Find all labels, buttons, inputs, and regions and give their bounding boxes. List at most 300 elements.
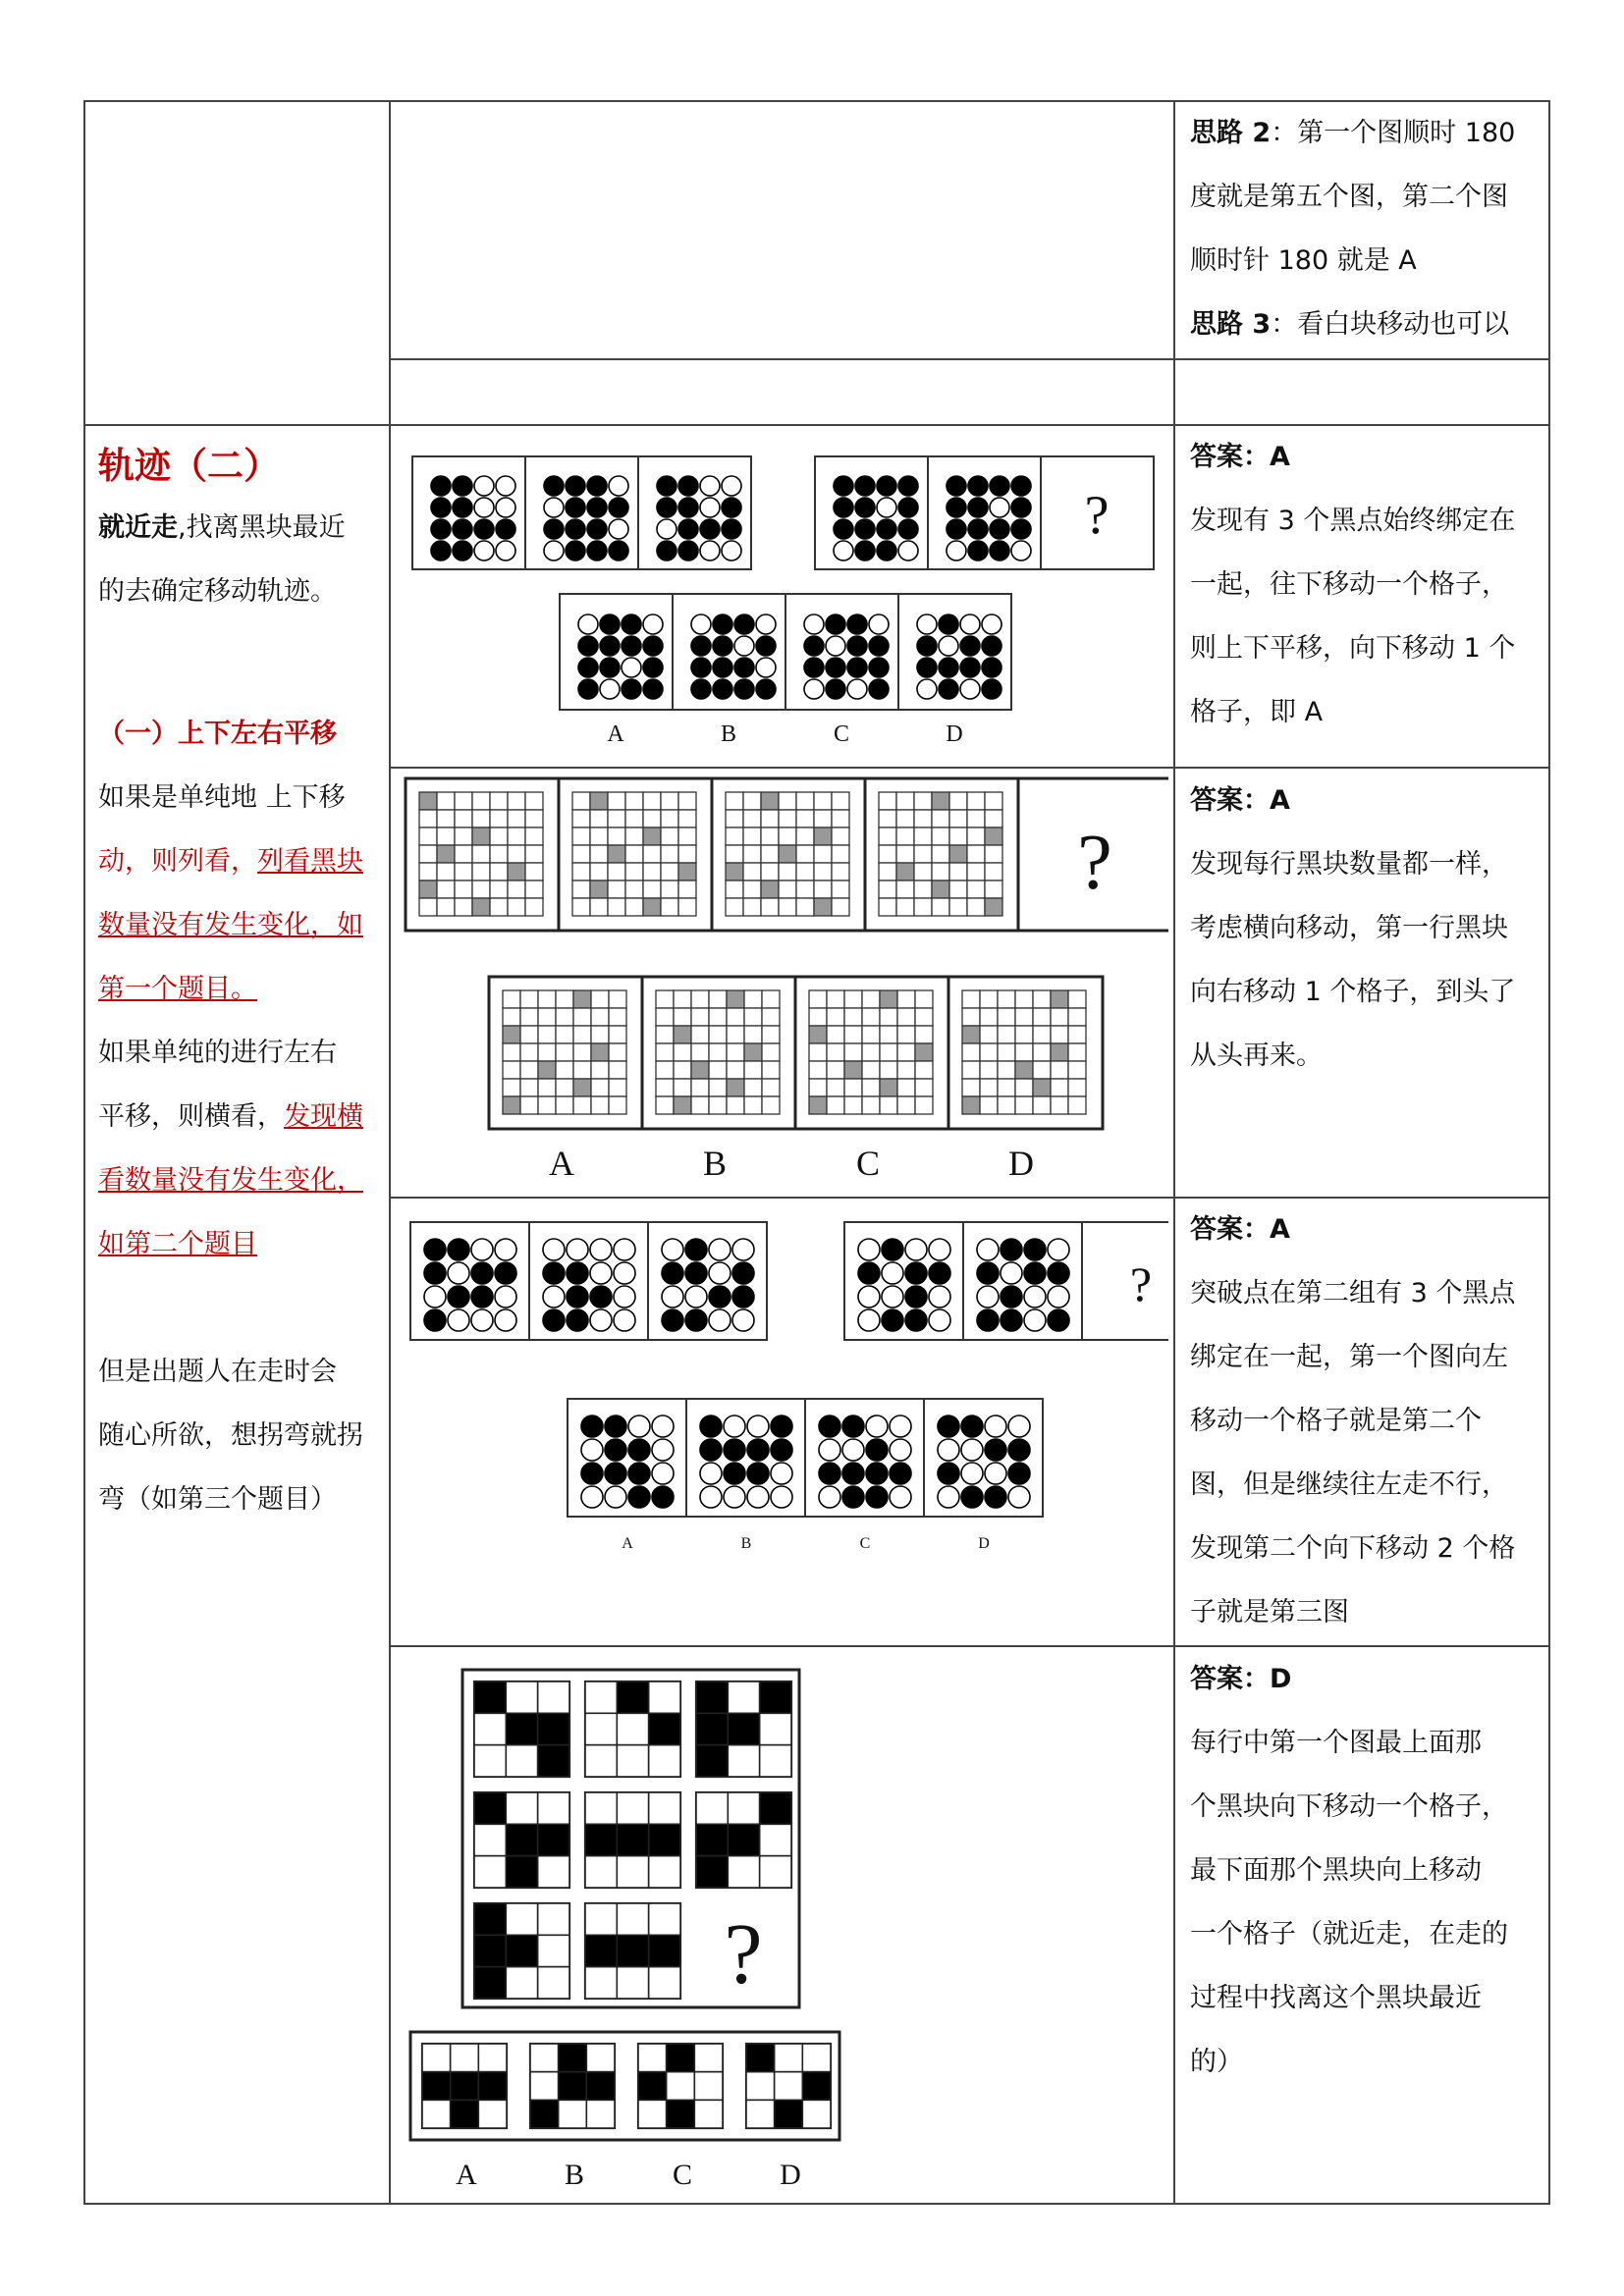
option-label: D: [1008, 1144, 1034, 1183]
column-divider: [389, 100, 391, 2205]
grid-cell: [844, 1026, 862, 1043]
dot: [652, 1463, 674, 1484]
grid-cell: [967, 792, 985, 810]
dot: [905, 1262, 927, 1284]
option-label: B: [740, 1535, 752, 1552]
option-label: B: [720, 721, 737, 747]
grid-cell: [656, 1008, 674, 1026]
dot: [960, 614, 980, 634]
dot: [732, 1262, 754, 1284]
block-cell: [530, 2100, 559, 2128]
grid-cell: [762, 1026, 780, 1043]
q2-shaded-grids: [419, 792, 1086, 1114]
dot: [1011, 476, 1031, 496]
dot: [622, 658, 641, 677]
dot: [431, 541, 451, 561]
grid-cell: [591, 1096, 609, 1114]
grid-cell: [472, 828, 490, 845]
grid-cell: [503, 990, 520, 1008]
block-cell: [694, 2100, 723, 2128]
dot: [453, 498, 472, 517]
dot: [842, 1415, 864, 1437]
dot: [819, 1486, 840, 1508]
grid-cell: [625, 863, 643, 881]
grid-cell: [896, 863, 914, 881]
grid-cell: [591, 1043, 609, 1061]
grid-cell: [879, 828, 896, 845]
block-cell: [696, 1792, 728, 1824]
grid-cell: [1051, 1061, 1068, 1079]
para-line: 但是出题人在走时会: [98, 1357, 337, 1387]
grid-cell: [643, 845, 661, 863]
q3-figure: [393, 1200, 1168, 1641]
grid-cell: [419, 792, 437, 810]
grid-cell: [932, 792, 949, 810]
grid-cell: [508, 792, 525, 810]
dot: [700, 498, 720, 517]
grid-cell: [572, 898, 590, 916]
grid-cell: [779, 828, 796, 845]
block-cell: [538, 1792, 569, 1824]
dot: [877, 519, 896, 539]
grid-cell: [980, 1026, 998, 1043]
dot: [566, 519, 585, 539]
dot: [842, 1486, 864, 1508]
dot: [722, 498, 741, 517]
grid-cell: [437, 881, 455, 898]
grid-cell: [932, 863, 949, 881]
grid-cell: [661, 810, 678, 828]
grid-cell: [590, 845, 608, 863]
grid-cell: [896, 845, 914, 863]
grid-cell: [643, 898, 661, 916]
row1-notes: [1190, 101, 1515, 356]
grid-cell: [520, 1061, 538, 1079]
dot: [724, 1439, 745, 1461]
grid-cell: [455, 863, 472, 881]
grid-cell: [709, 1026, 727, 1043]
grid-cell: [896, 898, 914, 916]
dot: [804, 636, 824, 656]
dot: [700, 1415, 722, 1437]
grid-cell: [914, 845, 932, 863]
grid-cell: [761, 845, 779, 863]
block-cell: [538, 1935, 569, 1966]
grid-cell: [572, 810, 590, 828]
block-cell: [506, 1682, 537, 1713]
block-cell: [478, 2072, 507, 2101]
explanation-line: 的）: [1190, 2047, 1243, 2077]
note-line: 顺时针 180 就是 A: [1190, 245, 1417, 276]
grid-cell: [709, 1043, 727, 1061]
dot: [990, 519, 1009, 539]
grid-cell: [591, 1061, 609, 1079]
dot: [691, 614, 711, 634]
dot: [1001, 1262, 1022, 1284]
block-cell: [585, 1856, 617, 1888]
grid-cell: [762, 1043, 780, 1061]
answer-label: 答案：A: [1190, 1214, 1290, 1245]
explanation-line: 最下面那个黑块向上移动: [1190, 1855, 1482, 1886]
grid-cell: [525, 881, 543, 898]
grid-cell: [419, 881, 437, 898]
grid-cell: [1051, 1079, 1068, 1096]
grid-cell: [709, 1079, 727, 1096]
dot: [614, 1286, 635, 1308]
dot: [471, 1309, 493, 1331]
grid-cell: [609, 1043, 626, 1061]
explanation-line: 考虑横向移动，第一行黑块: [1190, 913, 1508, 943]
grid-cell: [643, 828, 661, 845]
grid-cell: [980, 990, 998, 1008]
dot: [590, 1286, 612, 1308]
block-cell: [538, 1713, 569, 1744]
grid-cell: [932, 810, 949, 828]
dot: [1048, 1286, 1069, 1308]
grid-cell: [625, 898, 643, 916]
block-cell: [649, 1713, 680, 1744]
dot: [866, 1439, 888, 1461]
dot: [938, 1486, 959, 1508]
block-cell: [474, 1745, 506, 1777]
dot: [990, 498, 1009, 517]
grid-cell: [591, 1008, 609, 1026]
grid-cell: [726, 792, 743, 810]
dot: [877, 476, 896, 496]
dot: [982, 679, 1001, 699]
grid-cell: [1068, 1079, 1086, 1096]
grid-cell: [762, 990, 780, 1008]
grid-cell: [691, 1061, 709, 1079]
grid-cell: [556, 1026, 573, 1043]
dot: [700, 541, 720, 561]
grid-cell: [962, 1061, 980, 1079]
grid-cell: [590, 881, 608, 898]
grid-cell: [744, 990, 762, 1008]
dot: [496, 476, 515, 496]
block-cell: [775, 2044, 803, 2072]
grid-cell: [915, 1061, 933, 1079]
question-mark: ?: [1084, 485, 1110, 546]
dot: [709, 1262, 731, 1284]
grid-cell: [573, 1096, 591, 1114]
grid-cell: [472, 881, 490, 898]
grid-cell: [832, 810, 849, 828]
dot: [732, 1309, 754, 1331]
dot: [771, 1439, 792, 1461]
block-cell: [538, 1745, 569, 1777]
grid-cell: [590, 863, 608, 881]
block-cell: [506, 1713, 537, 1744]
dot: [756, 658, 776, 677]
dot: [543, 1239, 565, 1260]
grid-cell: [1033, 1096, 1051, 1114]
grid-cell: [879, 810, 896, 828]
grid-cell: [1068, 990, 1086, 1008]
dot: [890, 1486, 911, 1508]
grid-cell: [844, 1096, 862, 1114]
dot: [961, 1415, 983, 1437]
dot: [543, 1262, 565, 1284]
grid-cell: [962, 1096, 980, 1114]
dot: [590, 1262, 612, 1284]
grid-cell: [437, 845, 455, 863]
dot: [938, 1415, 959, 1437]
dot: [1011, 498, 1031, 517]
grid-cell: [709, 1008, 727, 1026]
block-cell: [638, 2072, 667, 2101]
dot: [685, 1262, 707, 1284]
grid-cell: [809, 1061, 827, 1079]
grid-cell: [661, 828, 678, 845]
block-cell: [617, 1682, 648, 1713]
dot: [985, 1415, 1006, 1437]
dot: [847, 636, 867, 656]
grid-cell: [678, 863, 696, 881]
grid-cell: [726, 845, 743, 863]
dot: [847, 679, 867, 699]
grid-cell: [862, 990, 880, 1008]
dot: [424, 1309, 446, 1331]
dot: [424, 1262, 446, 1284]
grid-cell: [880, 1061, 897, 1079]
grid-cell: [814, 810, 832, 828]
grid-cell: [490, 898, 508, 916]
dot: [826, 658, 845, 677]
block-cell: [649, 1682, 680, 1713]
dot: [643, 658, 663, 677]
grid-cell: [525, 828, 543, 845]
dot: [657, 498, 677, 517]
grid-cell: [678, 792, 696, 810]
block-cell: [649, 1935, 680, 1966]
dot: [947, 541, 966, 561]
grid-cell: [609, 1061, 626, 1079]
grid-cell: [762, 1096, 780, 1114]
block-cell: [667, 2072, 695, 2101]
dot: [700, 1486, 722, 1508]
explanation-line: 过程中找离这个黑块最近: [1190, 1983, 1482, 2013]
dot: [834, 498, 853, 517]
block-cell: [585, 1903, 617, 1935]
grid-cell: [809, 1096, 827, 1114]
block-cell: [506, 1792, 537, 1824]
block-cell: [802, 2100, 831, 2128]
grid-cell: [827, 1043, 844, 1061]
grid-cell: [508, 898, 525, 916]
grid-cell: [832, 863, 849, 881]
dot: [495, 1262, 516, 1284]
explanation-line: 则上下平移，向下移动 1 个: [1190, 633, 1516, 664]
block-cell: [478, 2100, 507, 2128]
grid-cell: [762, 1061, 780, 1079]
grid-cell: [1033, 990, 1051, 1008]
dot: [543, 1309, 565, 1331]
block-cell: [474, 1713, 506, 1744]
grid-cell: [591, 990, 609, 1008]
para-line: 第一个题目。: [98, 974, 257, 1004]
dot: [495, 1286, 516, 1308]
grid-cell: [1068, 1096, 1086, 1114]
dot: [581, 1463, 603, 1484]
dot: [968, 498, 988, 517]
grid-cell: [744, 1061, 762, 1079]
grid-cell: [914, 898, 932, 916]
dot: [628, 1439, 650, 1461]
block-cell: [478, 2044, 507, 2072]
block-cell: [474, 1935, 506, 1966]
dot: [819, 1463, 840, 1484]
sub-heading: （一）上下左右平移: [98, 719, 337, 749]
grid-cell: [915, 1079, 933, 1096]
dot: [691, 679, 711, 699]
explanation-line: 个黑块向下移动一个格子，: [1190, 1791, 1508, 1822]
grid-cell: [897, 1061, 915, 1079]
dot: [882, 1286, 903, 1308]
explanation-line: 一个格子（就近走，在走的: [1190, 1919, 1508, 1949]
grid-cell: [490, 792, 508, 810]
dot: [685, 1239, 707, 1260]
grid-cell: [796, 845, 814, 863]
dot: [826, 679, 845, 699]
grid-cell: [572, 881, 590, 898]
grid-cell: [674, 990, 691, 1008]
grid-cell: [691, 1008, 709, 1026]
dot: [431, 476, 451, 496]
dot: [578, 658, 598, 677]
grid-cell: [678, 898, 696, 916]
dot: [587, 498, 607, 517]
dot: [662, 1286, 683, 1308]
dot: [977, 1239, 999, 1260]
explanation-line: 绑定在一起，第一个图向左: [1190, 1342, 1508, 1372]
dot: [882, 1309, 903, 1331]
grid-cell: [998, 1061, 1015, 1079]
grid-cell: [608, 828, 625, 845]
block-cell: [802, 2072, 831, 2101]
block-cell: [775, 2072, 803, 2101]
grid-cell: [691, 990, 709, 1008]
dot: [947, 498, 966, 517]
explanation-line: 发现每行黑块数量都一样，: [1190, 849, 1508, 880]
dot: [960, 636, 980, 656]
grid-cell: [520, 1043, 538, 1061]
dot: [566, 541, 585, 561]
block-cell: [422, 2044, 451, 2072]
block-cell: [559, 2044, 587, 2072]
para-line: 如第二个题目: [98, 1229, 257, 1259]
dot: [724, 1486, 745, 1508]
grid-cell: [832, 881, 849, 898]
block-cell: [451, 2100, 479, 2128]
dot: [977, 1309, 999, 1331]
grid-cell: [998, 1096, 1015, 1114]
dot: [905, 1286, 927, 1308]
dot: [678, 498, 698, 517]
dot: [474, 498, 494, 517]
block-cell: [728, 1682, 759, 1713]
dot: [609, 476, 628, 496]
dot: [544, 519, 564, 539]
dot: [819, 1415, 840, 1437]
dot: [652, 1439, 674, 1461]
dot: [747, 1415, 769, 1437]
dot: [643, 614, 663, 634]
grid-cell: [538, 1079, 556, 1096]
grid-cell: [880, 990, 897, 1008]
grid-cell: [661, 845, 678, 863]
grid-cell: [743, 863, 761, 881]
dot: [567, 1286, 588, 1308]
grid-cell: [814, 881, 832, 898]
grid-cell: [726, 898, 743, 916]
dot: [587, 541, 607, 561]
block-cell: [506, 1903, 537, 1935]
dot: [448, 1262, 469, 1284]
grid-cell: [656, 1061, 674, 1079]
grid-cell: [591, 1079, 609, 1096]
grid-cell: [726, 863, 743, 881]
grid-cell: [590, 792, 608, 810]
dot: [713, 679, 732, 699]
grid-cell: [832, 898, 849, 916]
dot: [587, 519, 607, 539]
grid-cell: [879, 863, 896, 881]
dot: [917, 679, 937, 699]
grid-cell: [809, 1008, 827, 1026]
grid-cell: [573, 990, 591, 1008]
grid-cell: [538, 1096, 556, 1114]
dot: [747, 1439, 769, 1461]
grid-cell: [590, 828, 608, 845]
grid-cell: [643, 792, 661, 810]
grid-cell: [1033, 1079, 1051, 1096]
dot: [985, 1439, 1006, 1461]
dot: [544, 541, 564, 561]
block-cell: [617, 1856, 648, 1888]
grid-cell: [591, 1026, 609, 1043]
dot: [732, 1286, 754, 1308]
grid-cell: [1015, 1043, 1033, 1061]
para-line: 数量没有发生变化，如: [98, 910, 363, 940]
block-cell: [638, 2100, 667, 2128]
dot: [985, 1463, 1006, 1484]
grid-cell: [525, 863, 543, 881]
grid-cell: [980, 1079, 998, 1096]
q3-dot-grids: [424, 1239, 1069, 1508]
grid-cell: [844, 1061, 862, 1079]
dot: [614, 1239, 635, 1260]
grid-cell: [832, 828, 849, 845]
grid-cell: [572, 863, 590, 881]
dot: [898, 541, 918, 561]
dot: [939, 679, 958, 699]
dot: [605, 1439, 626, 1461]
grid-cell: [727, 1096, 744, 1114]
dot: [929, 1239, 950, 1260]
grid-cell: [796, 810, 814, 828]
dot: [600, 679, 620, 699]
grid-cell: [727, 1043, 744, 1061]
block-cell: [451, 2044, 479, 2072]
dot: [756, 679, 776, 699]
grid-cell: [520, 1008, 538, 1026]
dot: [496, 541, 515, 561]
block-cell: [649, 1745, 680, 1777]
block-cell: [585, 1713, 617, 1744]
dot: [678, 519, 698, 539]
grid-cell: [967, 810, 985, 828]
